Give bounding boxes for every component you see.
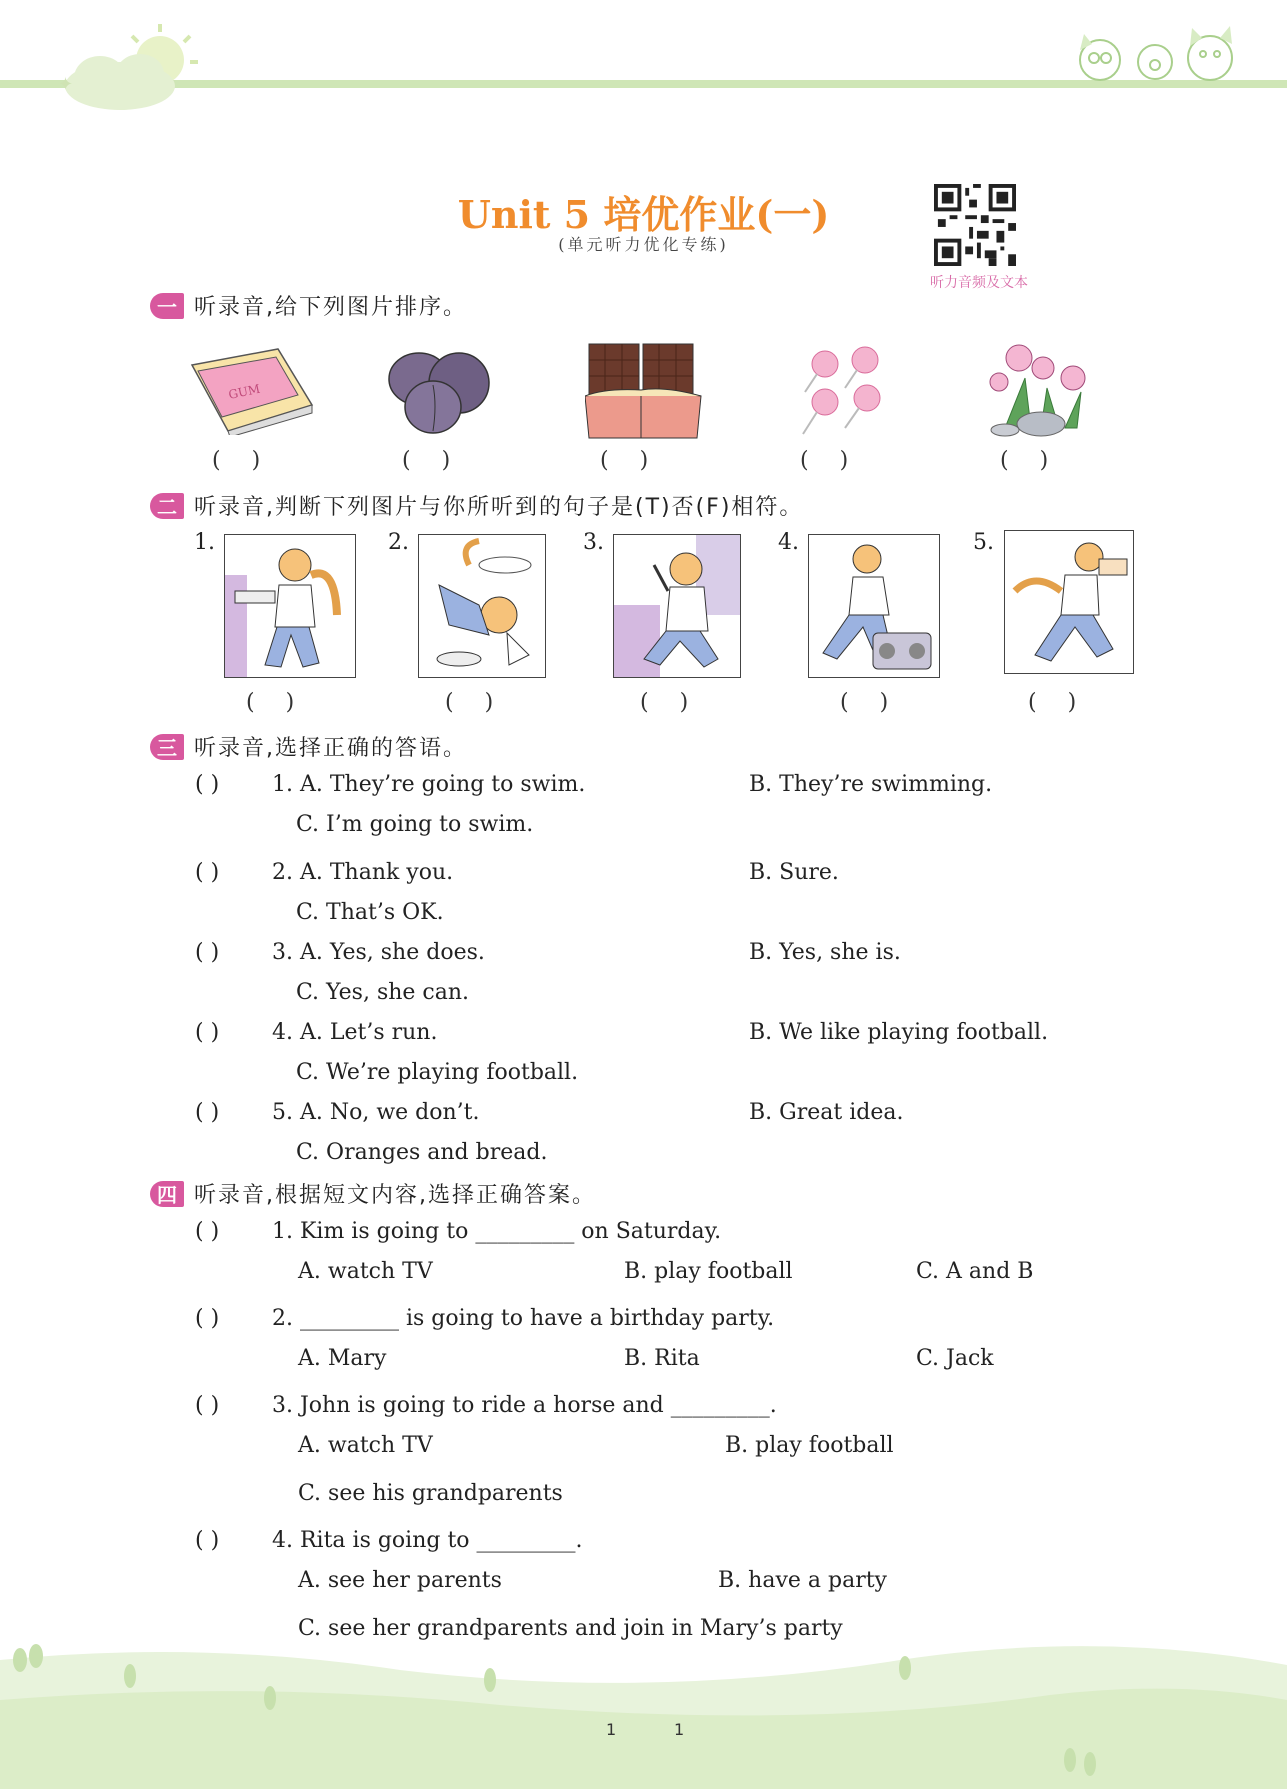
option-b: B. Sure. bbox=[749, 860, 839, 885]
option-a: A. see her parents bbox=[298, 1568, 502, 1593]
option-a: 5. A. No, we don’t. bbox=[272, 1100, 480, 1125]
item-number: 1. bbox=[194, 530, 215, 555]
option-b: B. have a party bbox=[718, 1568, 887, 1593]
item-number: 4. bbox=[778, 530, 799, 555]
answer-paren[interactable]: ( ) bbox=[195, 1100, 220, 1125]
option-b: B. Great idea. bbox=[749, 1100, 904, 1125]
answer-paren[interactable]: ( ) bbox=[195, 772, 220, 797]
option-a: 4. A. Let’s run. bbox=[272, 1020, 438, 1045]
flowers-icon bbox=[985, 338, 1095, 438]
svg-text:GUM: GUM bbox=[227, 381, 262, 402]
section-title: 听录音,选择正确的答语。 bbox=[194, 736, 467, 761]
answer-paren[interactable]: ( ) bbox=[600, 448, 649, 473]
answer-paren[interactable]: ( ) bbox=[195, 860, 220, 885]
option-c: C. Jack bbox=[916, 1346, 994, 1371]
page-number-left: 1 bbox=[606, 1720, 617, 1739]
section2-header bbox=[150, 490, 803, 521]
option-c: C. We’re playing football. bbox=[296, 1060, 579, 1085]
answer-paren[interactable]: ( ) bbox=[195, 1020, 220, 1045]
option-b: B. We like playing football. bbox=[749, 1020, 1049, 1045]
section3-header bbox=[150, 731, 467, 762]
option-b: B. play football bbox=[725, 1433, 894, 1458]
section-badge: 三 bbox=[150, 734, 184, 760]
question-stem: 2. _________ is going to have a birthday party. bbox=[272, 1306, 775, 1331]
question-stem: 4. Rita is going to _________. bbox=[272, 1528, 583, 1553]
section-badge: 二 bbox=[150, 493, 184, 519]
animal-faces-icon bbox=[1060, 20, 1250, 86]
item-number: 2. bbox=[388, 530, 409, 555]
section-badge: 四 bbox=[150, 1181, 184, 1207]
answer-paren[interactable]: ( ) bbox=[212, 448, 261, 473]
section-badge: 一 bbox=[150, 293, 184, 319]
answer-paren[interactable]: ( ) bbox=[1000, 448, 1049, 473]
page-title: Unit 5 培优作业(一) bbox=[457, 192, 830, 237]
option-a: 2. A. Thank you. bbox=[272, 860, 454, 885]
section1-header bbox=[150, 290, 467, 321]
option-a: A. Mary bbox=[298, 1346, 387, 1371]
tiger-dancing-radio-icon bbox=[808, 534, 940, 678]
question-stem: 3. John is going to ride a horse and _________. bbox=[272, 1393, 777, 1418]
section-title: 听录音,根据短文内容,选择正确答案。 bbox=[194, 1183, 596, 1208]
answer-paren[interactable]: ( ) bbox=[195, 1528, 220, 1553]
page-number-right: 1 bbox=[674, 1720, 685, 1739]
option-b: B. They’re swimming. bbox=[749, 772, 993, 797]
answer-paren[interactable]: ( ) bbox=[800, 448, 849, 473]
svg-text:✦: ✦ bbox=[58, 74, 74, 95]
sun-cloud-icon bbox=[40, 20, 210, 115]
tiger-cooking-icon bbox=[224, 534, 356, 678]
section4-header bbox=[150, 1178, 596, 1209]
tiger-falling-icon bbox=[418, 534, 546, 678]
section-title: 听录音,判断下列图片与你所听到的句子是(T)否(F)相符。 bbox=[194, 495, 804, 520]
lollipops-icon bbox=[795, 340, 887, 440]
option-c: C. Yes, she can. bbox=[296, 980, 470, 1005]
answer-paren[interactable]: ( ) bbox=[195, 1219, 220, 1244]
option-a: 3. A. Yes, she does. bbox=[272, 940, 485, 965]
answer-paren[interactable]: ( ) bbox=[195, 1393, 220, 1418]
option-b: B. Rita bbox=[624, 1346, 700, 1371]
item-number: 3. bbox=[583, 530, 604, 555]
qr-label: 听力音频及文本 bbox=[930, 275, 1028, 291]
tiger-running-cake-icon bbox=[1004, 530, 1134, 674]
option-c: C. Oranges and bread. bbox=[296, 1140, 548, 1165]
answer-paren[interactable]: ( ) bbox=[640, 690, 689, 715]
answer-paren[interactable]: ( ) bbox=[1028, 690, 1077, 715]
answer-paren[interactable]: ( ) bbox=[402, 448, 451, 473]
item-number: 5. bbox=[973, 530, 994, 555]
option-a: A. watch TV bbox=[298, 1259, 433, 1284]
chocolate-bars-icon bbox=[585, 340, 705, 440]
answer-paren[interactable]: ( ) bbox=[445, 690, 494, 715]
option-c: C. A and B bbox=[916, 1259, 1034, 1284]
option-a: A. watch TV bbox=[298, 1433, 433, 1458]
option-c: C. see her grandparents and join in Mary’s party bbox=[298, 1616, 843, 1641]
qr-code-icon[interactable] bbox=[934, 184, 1016, 266]
page-subtitle: (单元听力优化专练) bbox=[558, 235, 729, 254]
option-a: 1. A. They’re going to swim. bbox=[272, 772, 586, 797]
answer-paren[interactable]: ( ) bbox=[195, 940, 220, 965]
question-stem: 1. Kim is going to _________ on Saturday. bbox=[272, 1219, 722, 1244]
gum-pack-icon bbox=[188, 345, 318, 435]
grass-landscape-icon bbox=[0, 1620, 1287, 1789]
plums-icon bbox=[385, 345, 495, 437]
answer-paren[interactable]: ( ) bbox=[246, 690, 295, 715]
answer-paren[interactable]: ( ) bbox=[840, 690, 889, 715]
answer-paren[interactable]: ( ) bbox=[195, 1306, 220, 1331]
option-c: C. I’m going to swim. bbox=[296, 812, 534, 837]
section-title: 听录音,给下列图片排序。 bbox=[194, 295, 467, 320]
option-c: C. That’s OK. bbox=[296, 900, 444, 925]
tiger-kitchen-icon bbox=[613, 534, 741, 678]
option-c: C. see his grandparents bbox=[298, 1481, 563, 1506]
option-b: B. Yes, she is. bbox=[749, 940, 901, 965]
option-b: B. play football bbox=[624, 1259, 793, 1284]
